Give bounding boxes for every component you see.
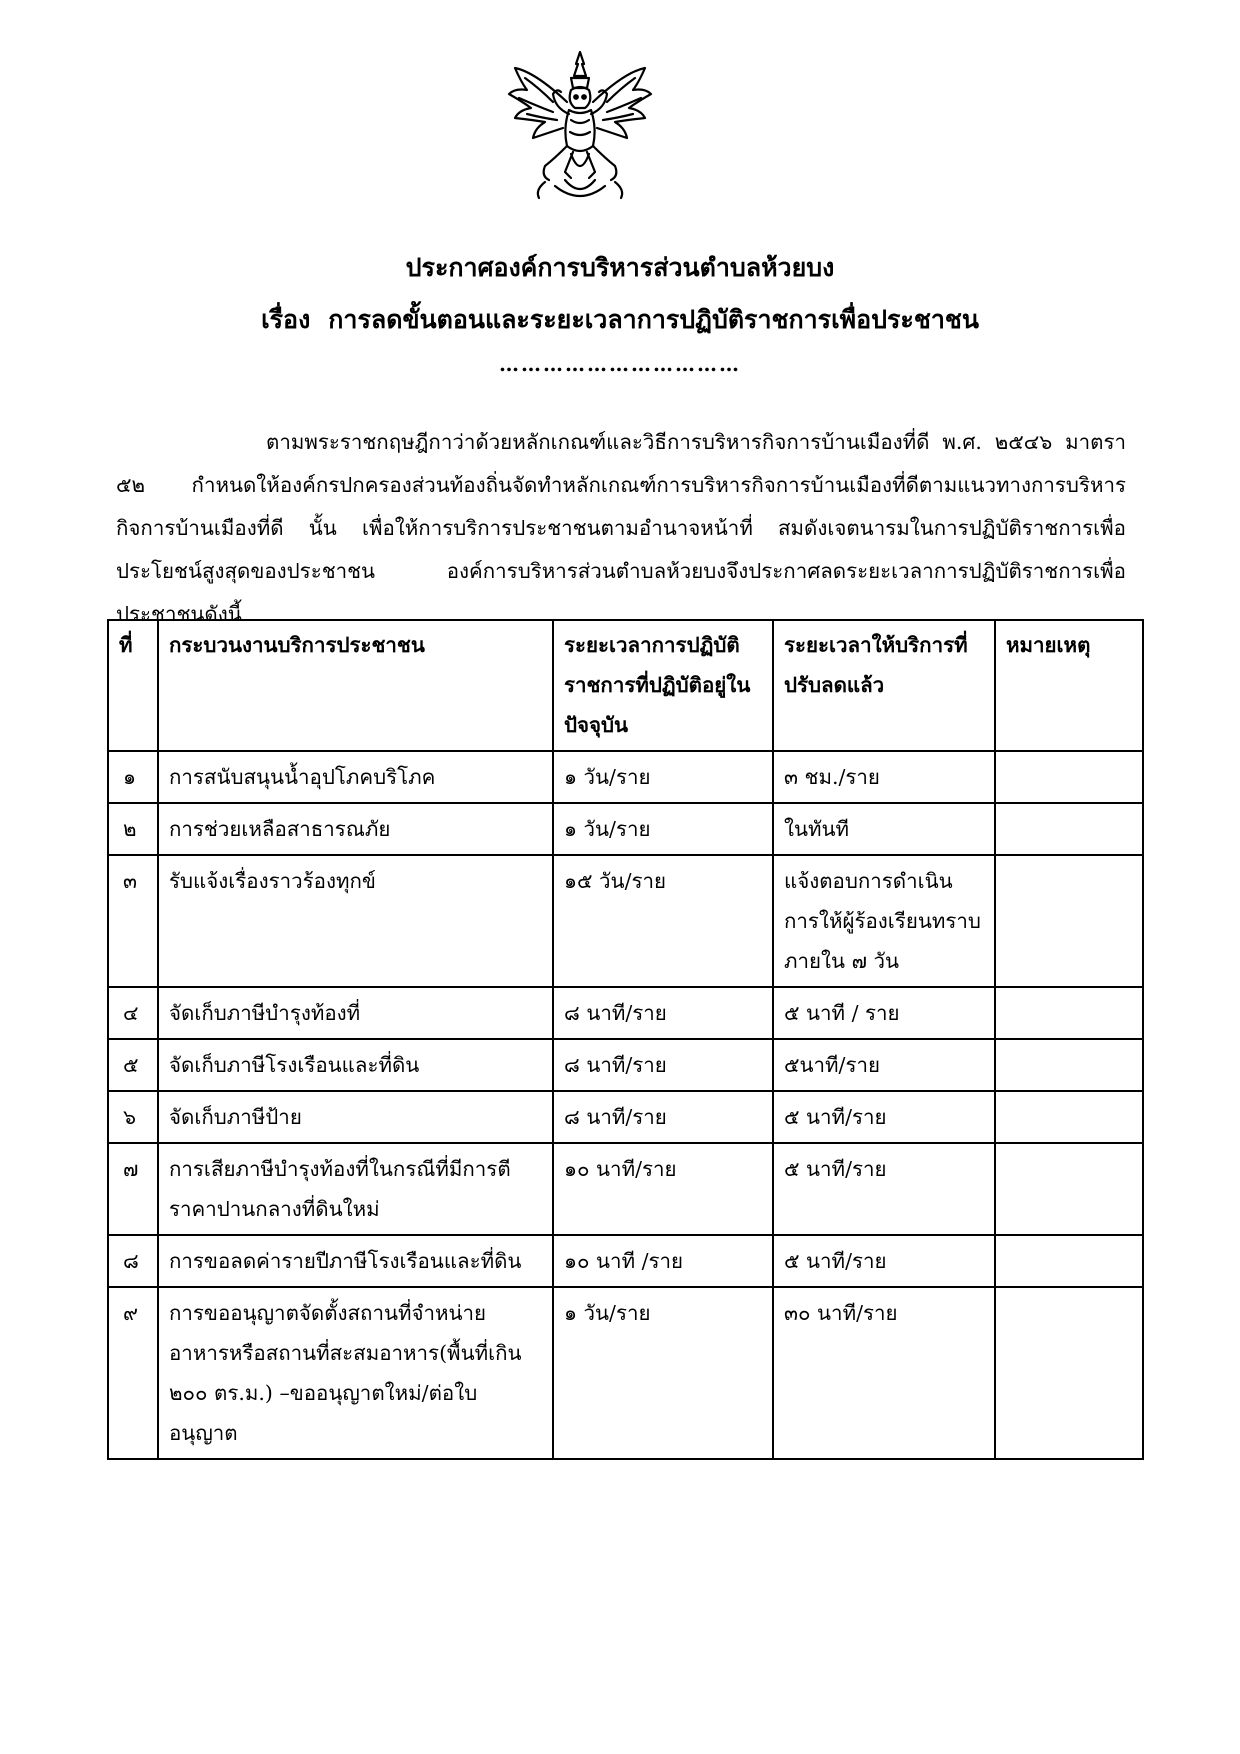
row-current-duration: ๑๐ นาที /ราย (553, 1235, 773, 1287)
row-process: จัดเก็บภาษีโรงเรือนและที่ดิน (158, 1039, 553, 1091)
row-no: ๑ (108, 751, 158, 803)
title-separator: …………………………… (499, 352, 741, 376)
row-remark (995, 1143, 1143, 1235)
announcement-subject (0, 304, 1240, 336)
row-no: ๒ (108, 803, 158, 855)
row-process: การสนับสนุนน้ำอุปโภคบริโภค (158, 751, 553, 803)
row-process: จัดเก็บภาษีบำรุงท้องที่ (158, 987, 553, 1039)
row-process: การขออนุญาตจัดตั้งสถานที่จำหน่ายอาหารหรือสถานที่สะสมอาหาร(พื้นที่เกิน ๒๐๐ ตร.ม.) –ขออนุญาตใหม่/ต่อใบอนุญาต (158, 1287, 553, 1459)
table-row (108, 1143, 1143, 1235)
header-current-duration: ระยะเวลาการปฏิบัติราชการที่ปฏิบัติอยู่ในปัจจุบัน (553, 620, 773, 751)
row-process: การขอลดค่ารายปีภาษีโรงเรือนและที่ดิน (158, 1235, 553, 1287)
row-no: ๙ (108, 1287, 158, 1459)
announcement-title: ประกาศองค์การบริหารส่วนตำบลห้วยบง (405, 253, 835, 282)
table-row (108, 1091, 1143, 1143)
header-remark: หมายเหตุ (995, 620, 1143, 751)
row-current-duration: ๘ นาที/ราย (553, 987, 773, 1039)
row-process: จัดเก็บภาษีป้าย (158, 1091, 553, 1143)
row-remark (995, 855, 1143, 987)
row-current-duration: ๑๕ วัน/ราย (553, 855, 773, 987)
row-reduced-duration: ๕ นาที/ราย (773, 1235, 995, 1287)
row-current-duration: ๑ วัน/ราย (553, 803, 773, 855)
row-reduced-duration: ในทันที (773, 803, 995, 855)
header-process: กระบวนงานบริการประชาชน (158, 620, 553, 751)
row-reduced-duration: ๕ นาที/ราย (773, 1091, 995, 1143)
row-current-duration: ๑ วัน/ราย (553, 1287, 773, 1459)
table-row (108, 751, 1143, 803)
row-current-duration: ๘ นาที/ราย (553, 1039, 773, 1091)
row-reduced-duration: ๕ นาที / ราย (773, 987, 995, 1039)
row-no: ๕ (108, 1039, 158, 1091)
row-no: ๘ (108, 1235, 158, 1287)
row-remark (995, 1235, 1143, 1287)
service-reduction-table (107, 619, 1144, 1460)
row-reduced-duration: แจ้งตอบการดำเนินการให้ผู้ร้องเรียนทราบภายใน ๗ วัน (773, 855, 995, 987)
intro-paragraph: ตามพระราชกฤษฎีกาว่าด้วยหลักเกณฑ์และวิธีการบริหารกิจการบ้านเมืองที่ดี พ.ศ. ๒๕๔๖ มาตรา ๕๒ กำหนดให้องค์กรปกครองส่วนท้องถิ่นจัดทำหลักเกณฑ์การบริหารกิจการบ้านเมืองที่ดีตามแนวทางการบริหารกิจการบ้านเมืองที่ดี นั้น เพื่อให้การบริการประชาชนตามอำนาจหน้าที่ สมดังเจตนารมในการปฏิบัติราชการเพื่อประโยชน์สูงสุดของประชาชน องค์การบริหารส่วนตำบลห้วยบงจึงประกาศลดระยะเวลาการปฏิบัติราชการเพื่อประชาชนดังนี้ (116, 429, 1126, 626)
table-row (108, 1287, 1143, 1459)
row-remark (995, 1091, 1143, 1143)
row-remark (995, 987, 1143, 1039)
row-no: ๓ (108, 855, 158, 987)
row-current-duration: ๑ วัน/ราย (553, 751, 773, 803)
row-reduced-duration: ๓๐ นาที/ราย (773, 1287, 995, 1459)
row-current-duration: ๑๐ นาที/ราย (553, 1143, 773, 1235)
table-row (108, 987, 1143, 1039)
row-no: ๔ (108, 987, 158, 1039)
table-row (108, 1039, 1143, 1091)
table-row (108, 855, 1143, 987)
table-header-row (108, 620, 1143, 751)
row-current-duration: ๘ นาที/ราย (553, 1091, 773, 1143)
row-remark (995, 1287, 1143, 1459)
subject-label: เรื่อง (261, 305, 311, 334)
table-row (108, 803, 1143, 855)
header-no: ที่ (108, 620, 158, 751)
row-reduced-duration: ๕ นาที/ราย (773, 1143, 995, 1235)
row-remark (995, 1039, 1143, 1091)
header-reduced-duration: ระยะเวลาให้บริการที่ปรับลดแล้ว (773, 620, 995, 751)
garuda-emblem-icon (505, 48, 655, 208)
row-remark (995, 803, 1143, 855)
row-process: การช่วยเหลือสาธารณภัย (158, 803, 553, 855)
row-process: การเสียภาษีบำรุงท้องที่ในกรณีที่มีการตีราคาปานกลางที่ดินใหม่ (158, 1143, 553, 1235)
row-reduced-duration: ๕นาที/ราย (773, 1039, 995, 1091)
row-no: ๗ (108, 1143, 158, 1235)
row-no: ๖ (108, 1091, 158, 1143)
row-reduced-duration: ๓ ชม./ราย (773, 751, 995, 803)
subject-text: การลดขั้นตอนและระยะเวลาการปฏิบัติราชการเพื่อประชาชน (328, 305, 979, 334)
row-remark (995, 751, 1143, 803)
row-process: รับแจ้งเรื่องราวร้องทุกข์ (158, 855, 553, 987)
table-row (108, 1235, 1143, 1287)
